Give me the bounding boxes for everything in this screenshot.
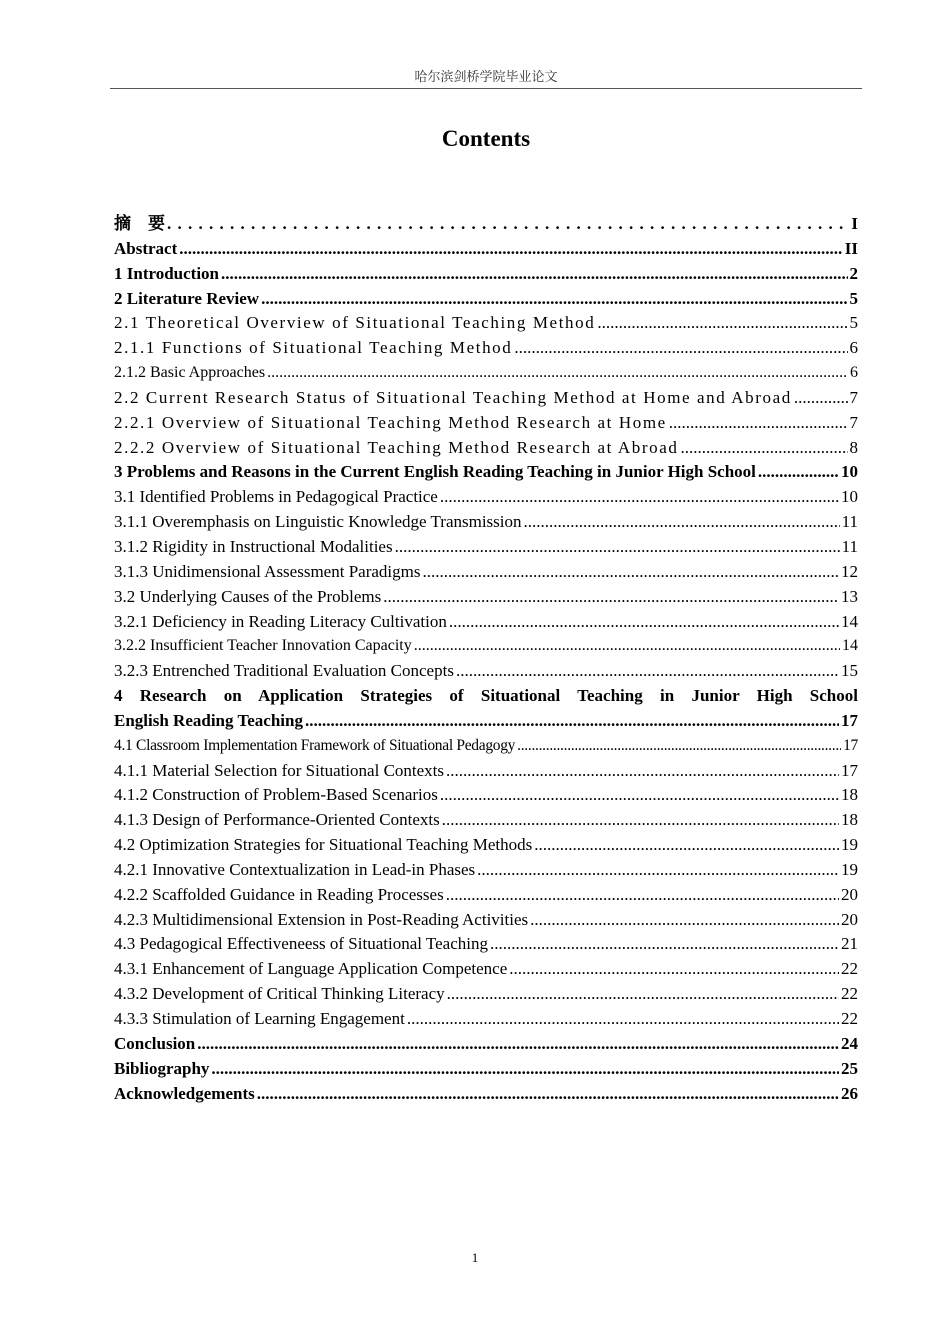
toc-entry-page: 5	[849, 288, 858, 308]
toc-entry-page: 15	[841, 661, 858, 681]
toc-entry[interactable]	[114, 759, 858, 784]
running-header: 哈尔滨剑桥学院毕业论文	[414, 70, 558, 85]
toc-entry-label: 摘 要	[114, 214, 165, 233]
toc-entry-label: Conclusion	[114, 1033, 196, 1053]
dot-leader	[267, 361, 848, 386]
toc-entry-page: 25	[841, 1058, 858, 1078]
toc-entry-page: 11	[841, 512, 858, 532]
toc-entry-label: Acknowledgements	[114, 1083, 255, 1103]
toc-entry[interactable]	[114, 1057, 858, 1082]
toc-entry-page: 22	[841, 984, 858, 1004]
dot-leader	[524, 510, 840, 535]
toc-entry-label: 4.1.3 Design of Performance-Oriented Contexts	[114, 810, 440, 830]
toc-entry-page: 21	[841, 934, 858, 954]
toc-entry[interactable]	[114, 659, 858, 684]
dot-leader	[442, 808, 839, 833]
toc-entry-label: Bibliography	[114, 1058, 210, 1078]
toc-entry-label: 3.1.3 Unidimensional Assessment Paradigms	[114, 561, 421, 581]
toc-entry[interactable]	[114, 485, 858, 510]
toc-entry-label: 3.1.1 Overemphasis on Linguistic Knowledge Transmission	[114, 512, 522, 532]
toc-entry-label: 2.2.2 Overview of Situational Teaching Method Research at Abroad	[114, 437, 679, 457]
toc-entry[interactable]	[114, 436, 858, 461]
toc-entry-page: 22	[841, 959, 858, 979]
toc-entry[interactable]	[114, 783, 858, 808]
toc-entry[interactable]	[114, 386, 858, 411]
toc-entry[interactable]	[114, 411, 858, 436]
toc-entry-page: 17	[843, 736, 858, 754]
dot-leader	[517, 734, 841, 759]
toc-entry[interactable]	[114, 957, 858, 982]
toc-entry[interactable]	[114, 262, 858, 287]
toc-entry[interactable]	[114, 932, 858, 957]
toc-entry-page: 6	[849, 338, 858, 358]
dot-leader	[395, 535, 840, 560]
toc-entry-page: 10	[841, 487, 858, 507]
dot-leader	[407, 1007, 839, 1032]
dot-leader	[197, 1032, 839, 1057]
dot-leader	[447, 982, 839, 1007]
toc-entry-page: II	[844, 238, 858, 258]
toc-entry-page: 20	[841, 909, 858, 929]
toc-entry-page: 17	[841, 760, 858, 780]
toc-entry-page: 14	[841, 611, 858, 631]
toc-entry-label: 2.2.1 Overview of Situational Teaching Method Research at Home	[114, 412, 667, 432]
toc-entry-page: 12	[841, 561, 858, 581]
toc-entry-label: 4.2.1 Innovative Contextualization in Lead-in Phases	[114, 859, 476, 879]
toc-entry[interactable]	[114, 982, 858, 1007]
dot-leader	[530, 908, 839, 933]
toc-entry[interactable]	[114, 883, 858, 908]
toc-entry[interactable]	[114, 585, 858, 610]
toc-entry-page: 8	[849, 437, 858, 457]
toc-entry-page: 22	[841, 1009, 858, 1028]
toc-entry-label: 3.2.1 Deficiency in Reading Literacy Cultivation	[114, 611, 447, 631]
dot-leader	[179, 237, 843, 262]
toc-entry[interactable]	[114, 634, 858, 659]
dot-leader	[257, 1082, 839, 1107]
dot-leader	[414, 634, 840, 659]
toc-entry[interactable]	[114, 734, 858, 759]
dot-leader	[211, 1057, 839, 1082]
toc-entry-label: 4.2 Optimization Strategies for Situational Teaching Methods	[114, 835, 533, 855]
toc-entry-label: 4.1.2 Construction of Problem-Based Scenarios	[114, 785, 438, 805]
dot-leader	[305, 709, 839, 734]
toc-entry-page: 19	[841, 859, 858, 879]
toc-entry-page: 7	[849, 387, 858, 407]
toc-entry-label: 3.2.2 Insufficient Teacher Innovation Capacity	[114, 637, 412, 655]
toc-entry-label: 4 Research on Application Strategies of Situational Teaching in Junior High School	[114, 686, 858, 706]
toc-entry-page: 19	[841, 835, 858, 855]
toc-entry-page: 6	[850, 364, 858, 382]
toc-entry-page: 10	[841, 462, 858, 482]
toc-entry[interactable]	[114, 1082, 858, 1107]
toc-entry-label: 3.1 Identified Problems in Pedagogical Practice	[114, 487, 438, 507]
toc-entry-label: 4.3.3 Stimulation of Learning Engagement	[114, 1009, 405, 1028]
toc-entry-label: 3.1.2 Rigidity in Instructional Modalities	[114, 536, 393, 556]
dot-leader	[261, 287, 847, 312]
toc-entry-label: 4.3 Pedagogical Effectiveneess of Situational Teaching	[114, 934, 488, 954]
dot-leader	[440, 485, 839, 510]
toc-entry-page: 14	[842, 637, 858, 655]
toc-entry-page: 26	[841, 1083, 858, 1103]
dot-leader	[534, 833, 839, 858]
dot-leader	[681, 436, 848, 461]
toc-entry-label: English Reading Teaching	[114, 710, 303, 730]
page-number: 1	[471, 1250, 479, 1265]
toc-entry[interactable]	[114, 684, 858, 709]
dot-leader	[383, 585, 839, 610]
dot-leader	[446, 759, 839, 784]
dot-leader	[669, 411, 848, 436]
toc-entry[interactable]	[114, 510, 858, 535]
toc-entry-label: 4.2.2 Scaffolded Guidance in Reading Processes	[114, 884, 444, 904]
toc-entry-page: 2	[849, 263, 858, 283]
toc-entry-page: 17	[841, 710, 858, 730]
toc-entry[interactable]	[114, 709, 858, 734]
toc-entry-page: 18	[841, 785, 858, 805]
toc-entry-label: 2.1.1 Functions of Situational Teaching Method	[114, 338, 513, 358]
toc-entry[interactable]	[114, 311, 858, 336]
toc-entry-label: 4.1 Classroom Implementation Framework of Situational Pedagogy	[114, 736, 516, 754]
table-of-contents	[114, 212, 858, 1106]
dot-leader	[167, 212, 849, 237]
toc-entry-label: 3.2.3 Entrenched Traditional Evaluation Concepts	[114, 661, 454, 681]
toc-entry[interactable]	[114, 1007, 858, 1032]
dot-leader	[794, 386, 848, 411]
toc-entry-label: 3.2 Underlying Causes of the Problems	[114, 586, 382, 606]
toc-entry[interactable]	[114, 833, 858, 858]
page-title: Contents	[441, 126, 531, 151]
toc-entry-label: 3 Problems and Reasons in the Current English Reading Teaching in Junior High School	[114, 462, 756, 482]
toc-entry-label: 4.1.1 Material Selection for Situational Contexts	[114, 760, 445, 780]
toc-entry-page: I	[851, 214, 858, 233]
toc-entry[interactable]	[114, 535, 858, 560]
toc-entry-label: 4.3.2 Development of Critical Thinking Literacy	[114, 984, 445, 1004]
toc-entry-page: 18	[841, 810, 858, 830]
toc-entry[interactable]	[114, 560, 858, 585]
dot-leader	[446, 883, 839, 908]
dot-leader	[456, 659, 839, 684]
toc-entry[interactable]	[114, 858, 858, 883]
dot-leader	[597, 311, 847, 336]
toc-entry-label: 2.1 Theoretical Overview of Situational Teaching Method	[114, 313, 596, 333]
toc-entry[interactable]	[114, 1032, 858, 1057]
toc-entry[interactable]	[114, 287, 858, 312]
toc-entry-page: 5	[849, 313, 858, 333]
toc-entry-page: 13	[841, 586, 858, 606]
toc-entry-page: 7	[849, 412, 858, 432]
toc-entry[interactable]	[114, 336, 858, 361]
dot-leader	[514, 336, 847, 361]
toc-entry[interactable]	[114, 460, 858, 485]
toc-entry-label: 4.3.1 Enhancement of Language Application Competence	[114, 959, 508, 979]
toc-entry-page: 11	[841, 536, 858, 556]
toc-entry[interactable]	[114, 212, 858, 237]
dot-leader	[758, 460, 839, 485]
dot-leader	[449, 610, 839, 635]
dot-leader	[440, 783, 839, 808]
dot-leader	[509, 957, 839, 982]
toc-entry-label: 2.2 Current Research Status of Situational Teaching Method at Home and Abroad	[114, 387, 792, 407]
toc-entry[interactable]	[114, 908, 858, 933]
toc-entry-label: 2 Literature Review	[114, 288, 260, 308]
toc-entry-page: 24	[841, 1033, 858, 1053]
dot-leader	[422, 560, 839, 585]
toc-entry-label: 1 Introduction	[114, 263, 220, 283]
dot-leader	[221, 262, 847, 287]
header-rule	[110, 88, 862, 89]
toc-entry[interactable]	[114, 610, 858, 635]
toc-entry-label: Abstract	[114, 238, 178, 258]
dot-leader	[490, 932, 839, 957]
toc-entry[interactable]	[114, 808, 858, 833]
toc-entry[interactable]	[114, 361, 858, 386]
toc-entry[interactable]	[114, 237, 858, 262]
toc-entry-page: 20	[841, 884, 858, 904]
dot-leader	[477, 858, 839, 883]
toc-entry-label: 2.1.2 Basic Approaches	[114, 364, 266, 382]
toc-entry-label: 4.2.3 Multidimensional Extension in Post-Reading Activities	[114, 909, 529, 929]
